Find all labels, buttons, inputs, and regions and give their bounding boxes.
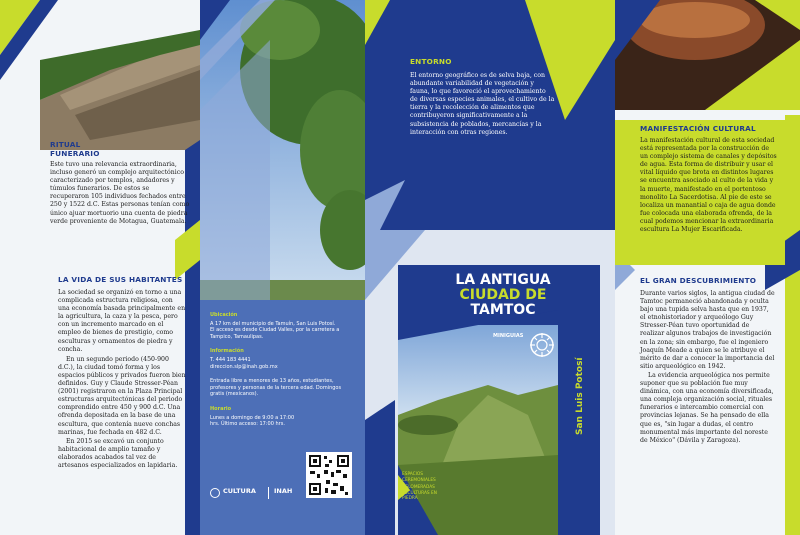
vida-section xyxy=(58,275,186,470)
right-panel xyxy=(615,0,800,535)
descubrimiento-heading: EL GRAN DESCUBRIMIENTO xyxy=(640,276,757,285)
cover-title-line1: LA ANTIGUA xyxy=(455,272,551,288)
cover-title-line2: CIUDAD DE xyxy=(459,287,547,303)
horario-text-a: Entrada libre a menores de 13 años, estudiantes, profesores y personas de la tercera edad. Domingos gratis (mexicanos). xyxy=(210,378,342,398)
sun-emblem-icon xyxy=(529,332,555,358)
informacion-text[interactable]: T. 444 183 4441 direccion.slp@inah.gob.mx xyxy=(210,356,278,370)
cover-title xyxy=(448,273,558,318)
descubrimiento-p2: La evidencia arqueológica nos permite suponer que su población fue muy dinámica, con una economía diversificada, una compleja organización social, rituales funerarios e intercambio comercial con provincias lejanas. Se ha pensado de ella que es, "sin lugar a dudas, el centro monumental más importante del noreste de México" (Dávila y Zaragoza). xyxy=(640,371,774,444)
cover-tag-1: ESPACIOS CEREMONIALES xyxy=(402,472,436,483)
vida-p1: La sociedad se organizó en torno a una complicada estructura religiosa, con una economía basada principalmente en la agricultura, la caza y la pesca, pero con un incremento marcado en el empleo de bienes de prestigio, como esculturas y ornamentos de piedra y concha. xyxy=(58,289,186,353)
ritual-heading: RITUAL FUNERARIO xyxy=(50,140,100,158)
ritual-body: Este tuvo una relevancia extraordinaria, incluso generó un complejo arquitectónico caracterizado por templos, andadores y túmulos funerarios. De estos se recuperaron 105 individuos fechados entre 250 y 1522 d.C. Estas personas tenían como único ajuar mortuorio una cuenta de piedra verde proveniente de Motagua, Guatemala. xyxy=(50,161,190,225)
descubrimiento-p1: Durante varios siglos, la antigua ciudad de Tamtoc permaneció abandonada y oculta bajo una tupida selva hasta que en 1937, el etnohistoriador y arqueólogo Guy Stresser-Péan tuvo oportunidad de realizar algunos trabajos de investigación en la zona; sin embargo, fue el ingeniero Joaquín Meade a quien se le atribuye el mérito de dar a conocer la importancia del sitio arqueológico en 1942. xyxy=(640,290,775,370)
state-label: San Luis Potosí xyxy=(575,357,585,435)
cover-tag-2: AGLOMERADAS ESCULTURAS EN PIEDRA xyxy=(402,485,437,501)
descubrimiento-section xyxy=(640,276,775,445)
horario-heading: Horario xyxy=(210,405,232,412)
informacion-heading: Información xyxy=(210,348,244,355)
info-block xyxy=(210,312,360,428)
vida-p2: En un segundo periodo (450-900 d.C.), la ciudad tomó forma y los espacios públicos y privados fueron bien definidos. Guy y Claude Stresser-Péan (2001) registraron en la Plaza Principal estructuras arquitectónicas del periodo comprendido entre 450 y 900 d.C. Una ofrenda depositada en la base de una escultura, que contenía nueve conchas marinas, fue fechada en 482 d.C. xyxy=(58,355,186,436)
manifestacion-body: La manifestación cultural de esta sociedad está representada por la construcción de un complejo sistema de canales y depósitos de agua. Esta forma de distribuir y usar el vital líquido que brota en distintos lugares se encuentra asociado al culto de la vida y la muerte, manifestado en el portentoso monolito La Sacerdotisa. Al pie de este se localiza un manantial o caja de agua donde fue colocada una elaborada ofrenda, de la cual podemos mencionar la extraordinaria escultura La Mujer Escarificada. xyxy=(640,137,777,234)
entorno-section xyxy=(410,57,560,137)
inah-logo: INAH xyxy=(274,487,293,495)
cover-title-line3: TAMTOC xyxy=(470,302,536,318)
manifestacion-section xyxy=(640,124,778,234)
ubicacion-text: A 17 km del municipio de Tamuín, San Luis Potosí. El acceso es desde Ciudad Valles, por la carretera a Tampico, Tamaulipas. xyxy=(210,320,340,340)
cover-tags xyxy=(402,472,450,502)
manifestacion-heading: MANIFESTACIÓN CULTURAL xyxy=(640,124,756,133)
entorno-heading: ENTORNO xyxy=(410,57,452,66)
cultura-logo-icon xyxy=(210,488,220,498)
ubicacion-heading: Ubicación xyxy=(210,312,238,318)
miniguias-label: MINIGUIAS xyxy=(493,333,524,339)
ritual-section xyxy=(50,140,200,226)
logo-divider xyxy=(268,487,269,499)
entorno-body: El entorno geográfico es de selva baja, con abundante variabilidad de vegetación y fauna, lo que favoreció el aprovechamiento de diversas especies animales, el cultivo de la tierra y la recolección de alimentos que contribuyeron significativamente a la subsistencia de poblados, mercancías y la interacción con otras regiones. xyxy=(410,72,555,136)
cultura-logo: CULTURA xyxy=(223,487,256,495)
vida-heading: LA VIDA DE SUS HABITANTES xyxy=(58,275,183,284)
logo-row xyxy=(210,487,330,501)
right-panel-graphics xyxy=(615,0,800,535)
vida-p3: En 2015 se excavó un conjunto habitacional de amplio tamaño y elaborados acabados tal vez de artesanos especializados en lapidaria. xyxy=(58,437,178,469)
horario-text-b: Lunes a domingo de 9:00 a 17:00 hrs. Último acceso: 17:00 hrs. xyxy=(210,414,295,428)
